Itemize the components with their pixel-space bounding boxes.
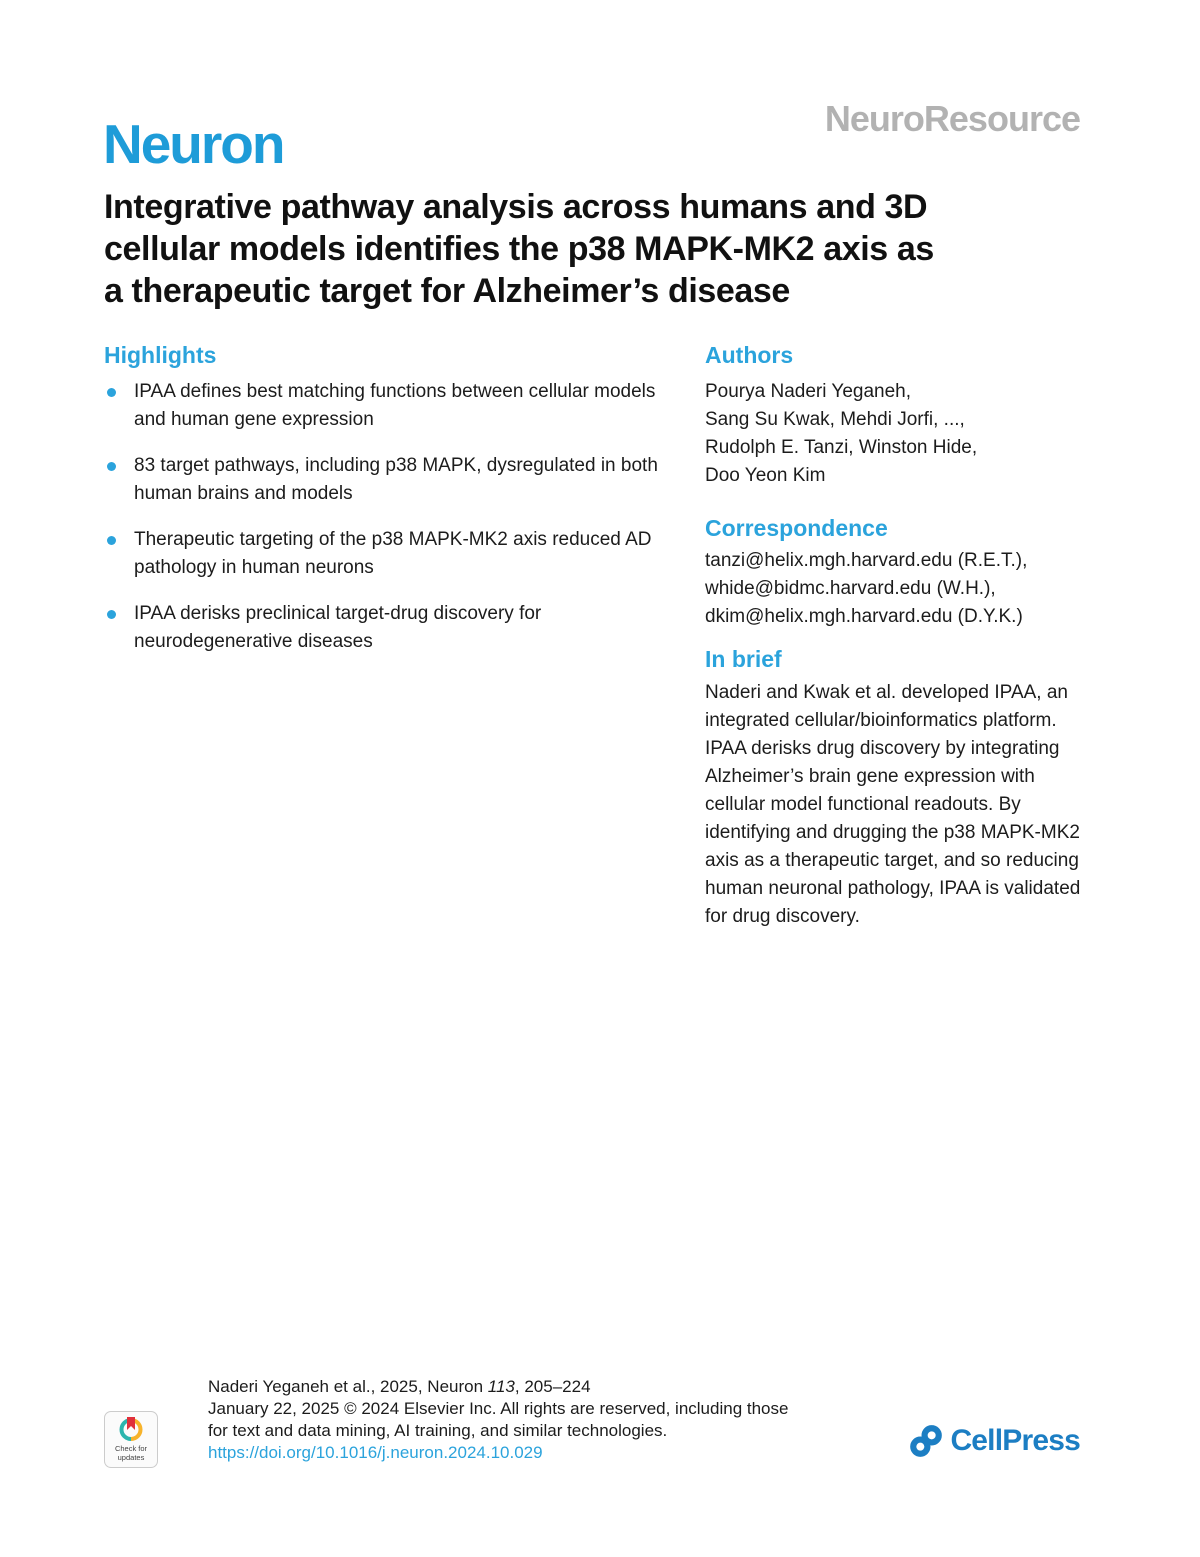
- citation-block: [208, 1376, 788, 1464]
- crossmark-icon: [119, 1417, 143, 1442]
- cellpress-icon: [909, 1424, 943, 1458]
- bullet-icon: [107, 462, 116, 471]
- highlight-text: Therapeutic targeting of the p38 MAPK-MK2 axis reduced AD pathology in human neurons: [134, 529, 652, 578]
- in-brief-heading: In brief: [705, 646, 782, 672]
- article-type-label: NeuroResource: [824, 98, 1080, 139]
- correspondence-email[interactable]: dkim@helix.mgh.harvard.edu (D.Y.K.): [705, 606, 1023, 627]
- highlight-text: IPAA derisks preclinical target-drug discovery for neurodegenerative diseases: [134, 603, 542, 652]
- correspondence-block: [705, 547, 1095, 631]
- citation-line: January 22, 2025 © 2024 Elsevier Inc. All rights are reserved, including those: [208, 1399, 789, 1418]
- highlight-item: [104, 378, 676, 434]
- author-line: Pourya Naderi Yeganeh,: [705, 381, 911, 402]
- article-info-column: [705, 341, 1095, 931]
- highlight-item: [104, 600, 676, 656]
- bullet-icon: [107, 388, 116, 397]
- correspondence-heading: Correspondence: [705, 515, 888, 541]
- highlight-text: 83 target pathways, including p38 MAPK, dysregulated in both human brains and models: [134, 455, 658, 504]
- check-for-updates-badge[interactable]: [104, 1411, 158, 1468]
- highlights-list: [104, 378, 676, 656]
- cellpress-wordmark: CellPress: [950, 1424, 1080, 1457]
- highlight-item: [104, 452, 676, 508]
- volume-number: 113: [487, 1377, 515, 1396]
- highlight-item: [104, 526, 676, 582]
- title-line: cellular models identifies the p38 MAPK-MK2 axis as: [104, 230, 934, 268]
- highlights-heading: Highlights: [104, 342, 217, 368]
- journal-logo: Neuron: [103, 113, 284, 175]
- title-line: a therapeutic target for Alzheimer’s disease: [104, 272, 790, 310]
- author-line: Doo Yeon Kim: [705, 465, 826, 486]
- title-line: Integrative pathway analysis across humans and 3D: [104, 188, 928, 226]
- authors-heading: Authors: [705, 342, 794, 368]
- bullet-icon: [107, 610, 116, 619]
- author-line: Rudolph E. Tanzi, Winston Hide,: [705, 437, 978, 458]
- in-brief-text: Naderi and Kwak et al. developed IPAA, an integrated cellular/bioinformatics platform. IPAA derisks drug discovery by integrating Alzheimer’s brain gene expression with cellular model functional readouts. By identifying and drugging the p38 MAPK-MK2 axis as a therapeutic target, and so reducing human neuronal pathology, IPAA is validated for drug discovery.: [705, 682, 1081, 927]
- update-badge-label: Check for updates: [114, 1444, 148, 1462]
- bullet-icon: [107, 536, 116, 545]
- correspondence-email[interactable]: whide@bidmc.harvard.edu (W.H.),: [705, 578, 996, 599]
- authors-block: [705, 378, 1095, 490]
- highlights-section: [104, 341, 676, 674]
- article-title: [104, 186, 1104, 312]
- citation-line: Naderi Yeganeh et al., 2025, Neuron 113, 205–224: [208, 1377, 591, 1396]
- citation-line: for text and data mining, AI training, and similar technologies.: [208, 1421, 668, 1440]
- cellpress-logo: [909, 1424, 1080, 1458]
- highlight-text: IPAA defines best matching functions between cellular models and human gene expression: [134, 381, 656, 430]
- doi-link[interactable]: https://doi.org/10.1016/j.neuron.2024.10.029: [208, 1443, 543, 1462]
- correspondence-email[interactable]: tanzi@helix.mgh.harvard.edu (R.E.T.),: [705, 550, 1028, 571]
- author-line: Sang Su Kwak, Mehdi Jorfi, ...,: [705, 409, 965, 430]
